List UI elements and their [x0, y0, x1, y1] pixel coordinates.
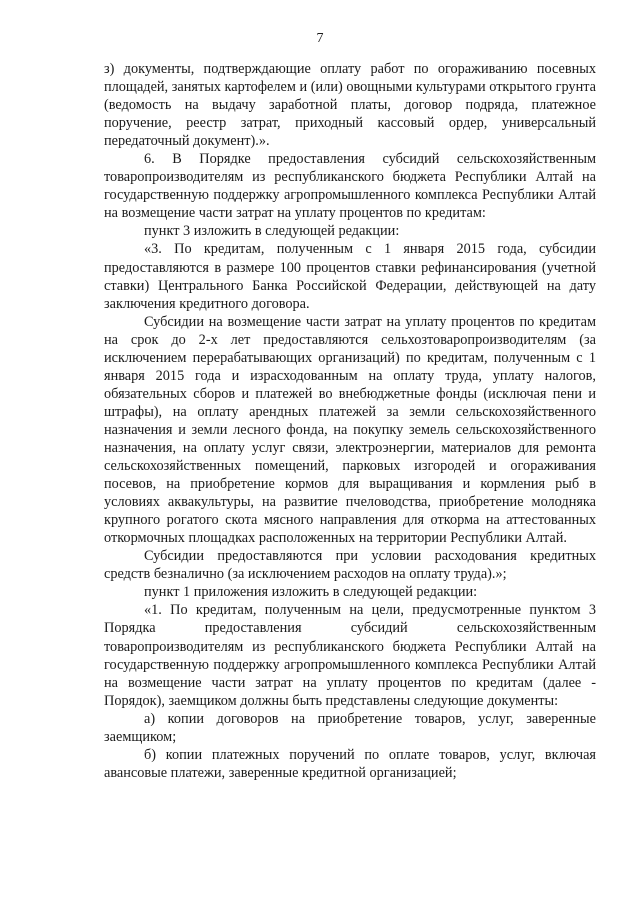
paragraph-subsidy-condition: Субсидии предоставляются при условии расходования кредитных средств безналично (за исключением расходов на оплату труда).»; [104, 548, 596, 583]
paragraph-list-item-a: а) копии договоров на приобретение товаров, услуг, заверенные заемщиком; [104, 710, 596, 745]
paragraph-point-3-text: «3. По кредитам, полученным с 1 января 2015 года, субсидии предоставляются в размере 100 процентов ставки рефинансирования (учетной ставки) Центрального Банка Российской Федерации, действующей на дату заключения кредитного договора. [104, 241, 596, 312]
paragraph-amend-appendix-point-1: пункт 1 приложения изложить в следующей редакции: [144, 584, 478, 601]
paragraph-list-item-z: з) документы, подтверждающие оплату работ по огораживанию посевных площадей, занятых картофелем и (или) овощными культурами открытого грунта (ведомость на выдачу заработной платы, договор подряда, платежное поручение, реестр затрат, приходный кассовый ордер, универсальный передаточный документ).». [104, 61, 596, 150]
page-number: 7 [316, 31, 324, 46]
paragraph-subsidy-purposes: Субсидии на возмещение части затрат на уплату процентов по кредитам на срок до 2-х лет предоставляются сельхозтоваропроизводителям (за исключением перерабатывающих организаций) по кредитам, полученным с 1 января 2015 года и израсходованным на оплату труда, уплату налогов, обязательных сборов и платежей во внебюджетные фонды (исключая пени и штрафы), на оплату арендных платежей за земли сельскохозяйственного назначения и земли лесного фонда, на покупку земель сельскохозяйственного назначения, на оплату услуг связи, электроэнергии, материалов для ремонта сельскохозяйственных помещений, парковых изгородей и огораживания посевов, на приобретение кормов для выращивания и кормления рыб в условиях аквакультуры, на развитие пчеловодства, приобретение молодняка крупного рогатого скота мясного направления для откорма на аттестованных откормочных площадках расположенных на территории Республики Алтай. [104, 313, 596, 547]
document-body [104, 60, 596, 782]
paragraph-list-item-b: б) копии платежных поручений по оплате товаров, услуг, включая авансовые платежи, заверенные кредитной организацией; [104, 746, 596, 781]
paragraph-section-6: 6. В Порядке предоставления субсидий сельскохозяйственным товаропроизводителям из республиканского бюджета Республики Алтай на государственную поддержку агропромышленного комплекса Республики Алтай на возмещение части затрат на уплату процентов по кредитам: [104, 151, 596, 222]
paragraph-amend-point-3: пункт 3 изложить в следующей редакции: [144, 223, 400, 240]
paragraph-appendix-point-1-text: «1. По кредитам, полученным на цели, предусмотренные пунктом 3 Порядка предоставления субсидий сельскохозяйственным товаропроизводителям из республиканского бюджета Республики Алтай на государственную поддержку агропромышленного комплекса Республики Алтай на возмещение части затрат на уплату процентов по кредитам (далее - Порядок), заемщиком должны быть представлены следующие документы: [104, 602, 596, 709]
